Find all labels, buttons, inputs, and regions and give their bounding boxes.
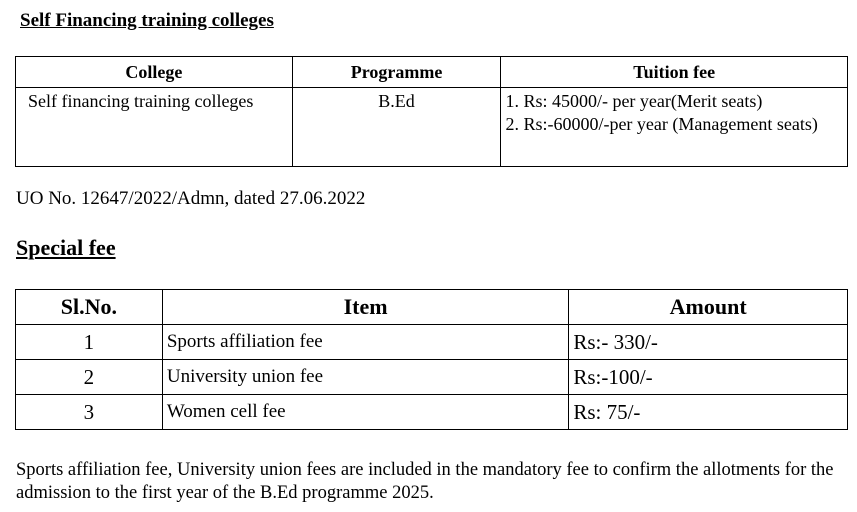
column-header-slno: Sl.No. [16,290,163,325]
note-paragraph: Sports affiliation fee, University union fees are included in the mandatory fee to confirm the allotments for the admission to the first year of the B.Ed programme 2025. [16,460,834,503]
table-row [16,395,848,430]
table-row [16,88,848,167]
section-title-special-fee: Special fee [16,235,116,260]
uo-reference: UO No. 12647/2022/Admn, dated 27.06.2022 [16,188,366,209]
section-title-self-financing: Self Financing training colleges [20,10,274,31]
slno-cell: 1 [16,325,163,360]
tuition-fee-table [15,56,848,167]
item-cell: Women cell fee [162,395,568,430]
column-header-college: College [16,57,293,88]
special-fee-table [15,289,848,430]
college-cell: Self financing training colleges [16,88,293,167]
column-header-amount: Amount [569,290,848,325]
amount-cell: Rs:- 330/- [569,325,848,360]
slno-cell: 2 [16,360,163,395]
table-row [16,360,848,395]
fee-line-merit: 1. Rs: 45000/- per year(Merit seats) [505,91,763,111]
item-cell: University union fee [162,360,568,395]
tuition-fee-cell [501,88,848,167]
column-header-tuition-fee: Tuition fee [501,57,848,88]
column-header-programme: Programme [292,57,501,88]
fee-line-management: 2. Rs:-60000/-per year (Management seats) [505,114,818,134]
column-header-item: Item [162,290,568,325]
table-header-row [16,57,848,88]
item-cell: Sports affiliation fee [162,325,568,360]
amount-cell: Rs: 75/- [569,395,848,430]
table-header-row [16,290,848,325]
programme-cell: B.Ed [292,88,501,167]
slno-cell: 3 [16,395,163,430]
amount-cell: Rs:-100/- [569,360,848,395]
table-row [16,325,848,360]
